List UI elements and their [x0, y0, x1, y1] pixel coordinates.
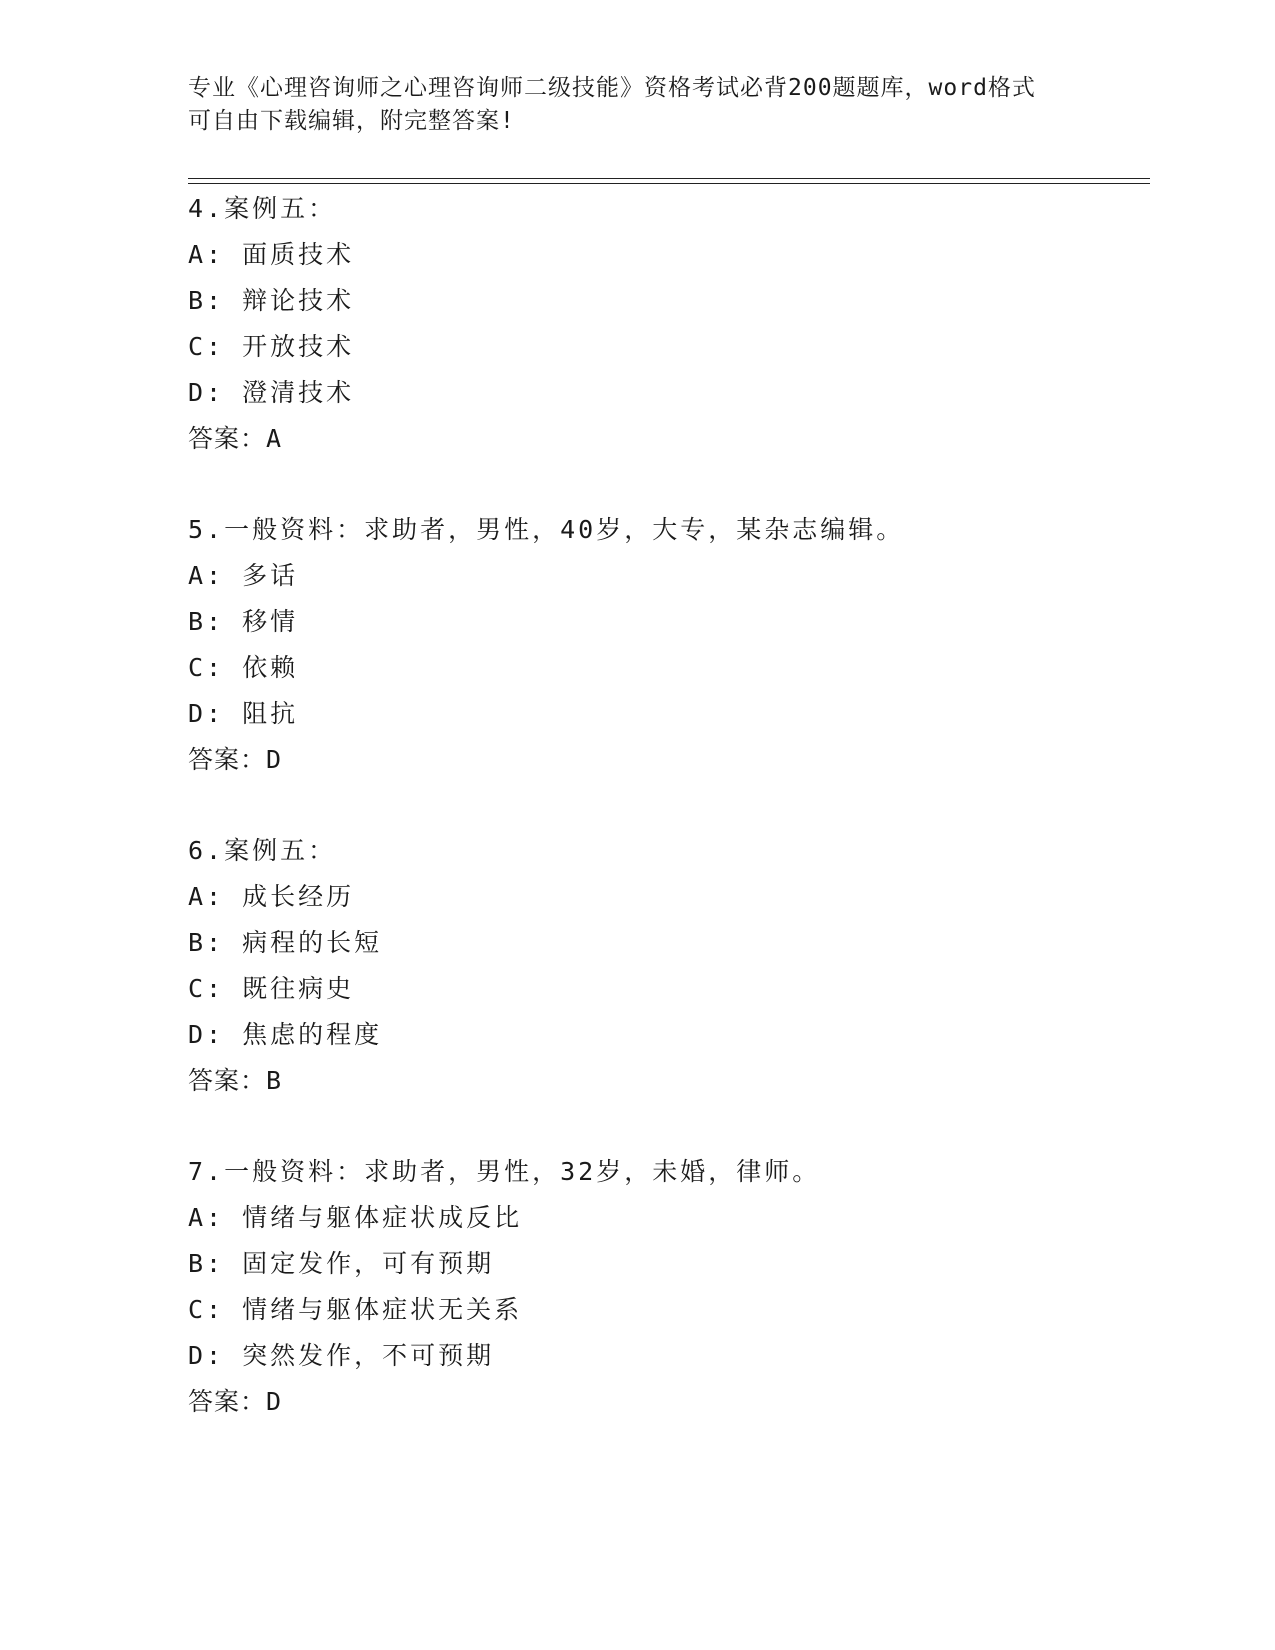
- answer-label: 答案：: [188, 745, 267, 774]
- question-4: [188, 186, 354, 462]
- header-line-2: 可自由下载编辑，附完整答案!: [188, 108, 515, 134]
- question-stem: 5.一般资料：求助者，男性，40岁，大专，某杂志编辑。: [188, 515, 905, 544]
- answer-value: B: [266, 1066, 283, 1095]
- option-a: A: 情绪与躯体症状成反比: [188, 1203, 523, 1232]
- option-a: A: 成长经历: [188, 882, 355, 911]
- option-c: C: 既往病史: [188, 974, 355, 1003]
- option-b: B: 病程的长短: [188, 928, 383, 957]
- answer-value: D: [266, 1387, 283, 1416]
- answer-label: 答案：: [188, 1387, 267, 1416]
- answer-line: [188, 1058, 382, 1104]
- option-b: B: 辩论技术: [188, 286, 355, 315]
- question-6: [188, 828, 382, 1104]
- answer-line: [188, 1379, 820, 1425]
- option-d: D: 焦虑的程度: [188, 1020, 383, 1049]
- question-7: [188, 1149, 820, 1425]
- document-header: [188, 72, 1088, 138]
- question-stem: 7.一般资料：求助者，男性，32岁，未婚，律师。: [188, 1157, 821, 1186]
- option-b: B: 固定发作，可有预期: [188, 1249, 495, 1278]
- option-b: B: 移情: [188, 607, 299, 636]
- option-c: C: 情绪与躯体症状无关系: [188, 1295, 523, 1324]
- header-line-1: 专业《心理咨询师之心理咨询师二级技能》资格考试必背200题题库，word格式: [188, 75, 1036, 101]
- answer-label: 答案：: [188, 424, 267, 453]
- option-c: C: 依赖: [188, 653, 299, 682]
- answer-line: [188, 416, 354, 462]
- option-a: A: 多话: [188, 561, 299, 590]
- answer-value: D: [266, 745, 283, 774]
- question-stem: 6.案例五：: [188, 836, 337, 865]
- answer-line: [188, 737, 904, 783]
- option-c: C: 开放技术: [188, 332, 355, 361]
- header-divider-bottom: [188, 183, 1150, 184]
- option-d: D: 阻抗: [188, 699, 299, 728]
- header-divider-top: [188, 178, 1150, 179]
- option-d: D: 澄清技术: [188, 378, 355, 407]
- option-d: D: 突然发作，不可预期: [188, 1341, 495, 1370]
- question-stem: 4.案例五：: [188, 194, 337, 223]
- answer-value: A: [266, 424, 283, 453]
- question-5: [188, 507, 904, 783]
- option-a: A: 面质技术: [188, 240, 355, 269]
- answer-label: 答案：: [188, 1066, 267, 1095]
